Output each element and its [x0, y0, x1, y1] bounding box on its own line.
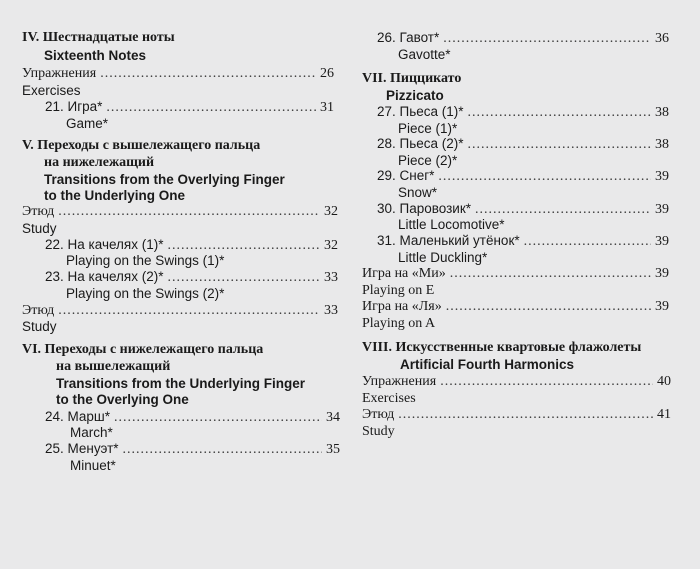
- toc-entry-label: Упражнения: [22, 66, 97, 81]
- toc-entry-label: 26. Гавот*: [377, 30, 440, 45]
- page-number: 38: [655, 105, 669, 120]
- leader-dots: [58, 303, 320, 319]
- section-5-title-line1: V. Переходы с вышележащего пальца: [22, 138, 261, 153]
- leader-dots: [438, 169, 651, 185]
- leader-dots: [475, 202, 651, 218]
- leader-dots: [450, 266, 651, 282]
- toc-entry-playing-on-e[interactable]: [362, 266, 669, 282]
- page-number: 32: [324, 204, 338, 219]
- page-number: 38: [655, 137, 669, 152]
- leader-dots: [58, 204, 320, 220]
- toc-entry-translation: Snow*: [398, 185, 438, 200]
- page-number: 26: [320, 66, 334, 81]
- toc-entry-translation: Little Duckling*: [398, 250, 488, 265]
- leader-dots: [468, 105, 651, 121]
- page-number: 31: [320, 100, 334, 115]
- toc-entry-translation: Playing on the Swings (1)*: [66, 253, 225, 268]
- page-number: 32: [324, 238, 338, 253]
- section-6-title-line2: на вышележащий: [56, 359, 171, 374]
- toc-entry-30[interactable]: [377, 201, 669, 218]
- leader-dots: [123, 442, 322, 458]
- section-4-subtitle: Sixteenth Notes: [44, 48, 147, 63]
- toc-entry-label: Этюд: [22, 204, 55, 219]
- toc-entry-study[interactable]: [362, 407, 671, 423]
- toc-entry-label: Этюд: [362, 407, 395, 422]
- toc-entry-label: 31. Маленький утёнок*: [377, 233, 520, 248]
- toc-entry-translation: Little Locomotive*: [398, 217, 505, 232]
- leader-dots: [468, 137, 651, 153]
- toc-entry-translation: Study: [22, 319, 57, 334]
- toc-entry-21[interactable]: [45, 99, 334, 116]
- page-number: 36: [655, 31, 669, 46]
- section-8-title: VIII. Искусственные квартовые флажолеты: [362, 340, 642, 355]
- leader-dots: [524, 234, 651, 250]
- toc-entry-27[interactable]: [377, 104, 669, 121]
- toc-entry-28[interactable]: [377, 136, 669, 153]
- leader-dots: [167, 238, 320, 254]
- toc-entry-22[interactable]: [45, 237, 338, 254]
- toc-entry-translation: Playing on E: [362, 283, 435, 298]
- toc-entry-label: Упражнения: [362, 374, 437, 389]
- toc-entry-label: 25. Менуэт*: [45, 441, 119, 456]
- toc-entry-23[interactable]: [45, 269, 338, 286]
- section-5-subtitle-line1: Transitions from the Overlying Finger: [44, 172, 285, 187]
- page-number: 39: [655, 299, 669, 314]
- page-number: 33: [324, 270, 338, 285]
- toc-entry-translation: Exercises: [362, 391, 416, 406]
- section-6-title-line1: VI. Переходы с нижележащего пальца: [22, 342, 264, 357]
- section-6-subtitle-line1: Transitions from the Underlying Finger: [56, 376, 306, 391]
- toc-entry-translation: Piece (2)*: [398, 153, 458, 168]
- toc-entry-label: 23. На качелях (2)*: [45, 269, 164, 284]
- toc-entry-translation: Playing on the Swings (2)*: [66, 286, 225, 301]
- toc-entry-study[interactable]: [22, 204, 338, 220]
- page-number: 33: [324, 303, 338, 318]
- toc-entry-24[interactable]: [45, 409, 340, 426]
- toc-entry-label: 27. Пьеса (1)*: [377, 104, 464, 119]
- leader-dots: [398, 407, 653, 423]
- page-number: 40: [657, 374, 671, 389]
- section-5-subtitle-line2: to the Underlying One: [44, 188, 186, 203]
- page-number: 35: [326, 442, 340, 457]
- toc-entry-label: 21. Игра*: [45, 99, 103, 114]
- section-4-title: IV. Шестнадцатые ноты: [22, 30, 175, 45]
- leader-dots: [443, 31, 651, 47]
- toc-entry-exercises[interactable]: [22, 66, 334, 82]
- toc-entry-29[interactable]: [377, 168, 669, 185]
- toc-entry-translation: Piece (1)*: [398, 121, 458, 136]
- toc-entry-translation: Playing on A: [362, 316, 436, 331]
- toc-entry-translation: Game*: [66, 116, 109, 131]
- toc-entry-label: 24. Марш*: [45, 409, 111, 424]
- toc-entry-translation: Study: [22, 221, 57, 236]
- section-7-subtitle: Pizzicato: [386, 88, 444, 103]
- leader-dots: [440, 374, 653, 390]
- leader-dots: [106, 100, 316, 116]
- toc-entry-label: 22. На качелях (1)*: [45, 237, 164, 252]
- toc-entry-label: 29. Снег*: [377, 168, 435, 183]
- toc-entry-translation: March*: [70, 425, 113, 440]
- page-number: 39: [655, 202, 669, 217]
- toc-entry-label: Игра на «Ля»: [362, 299, 442, 314]
- leader-dots: [100, 66, 316, 82]
- toc-entry-translation: Exercises: [22, 83, 81, 98]
- toc-entry-playing-on-a[interactable]: [362, 299, 669, 315]
- toc-entry-label: 28. Пьеса (2)*: [377, 136, 464, 151]
- toc-entry-translation: Minuet*: [70, 458, 116, 473]
- toc-entry-label: Этюд: [22, 303, 55, 318]
- section-5-title-line2: на нижележащий: [44, 155, 155, 170]
- leader-dots: [114, 410, 322, 426]
- toc-entry-25[interactable]: [45, 441, 340, 458]
- page-number: 39: [655, 169, 669, 184]
- page-number: 39: [655, 266, 669, 281]
- page-number: 34: [326, 410, 340, 425]
- section-7-title: VII. Пиццикато: [362, 71, 462, 86]
- leader-dots: [167, 270, 320, 286]
- section-6-subtitle-line2: to the Overlying One: [56, 392, 189, 407]
- toc-entry-exercises[interactable]: [362, 374, 671, 390]
- toc-entry-label: Игра на «Ми»: [362, 266, 446, 281]
- leader-dots: [446, 299, 651, 315]
- toc-entry-label: 30. Паровозик*: [377, 201, 472, 216]
- toc-entry-26[interactable]: [377, 30, 669, 47]
- toc-entry-study[interactable]: [22, 303, 338, 319]
- page-number: 41: [657, 407, 671, 422]
- page-number: 39: [655, 234, 669, 249]
- toc-entry-translation: Gavotte*: [398, 47, 451, 62]
- section-8-subtitle: Artificial Fourth Harmonics: [400, 357, 575, 372]
- toc-entry-translation: Study: [362, 424, 395, 439]
- toc-entry-31[interactable]: [377, 233, 669, 250]
